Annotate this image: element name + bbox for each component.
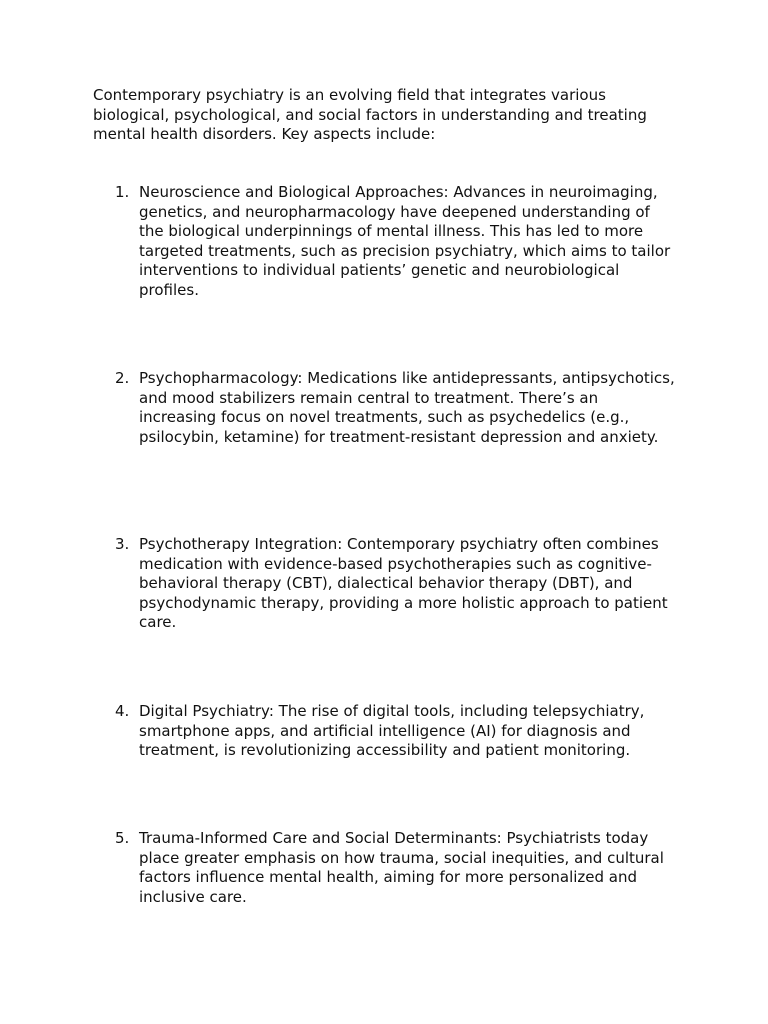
list-item-text: Trauma-Informed Care and Social Determinants: Psychiatrists today place greater emphasis on how trauma, social inequities, and cultural factors influence mental health, aiming for more personalized and inclusive care. (139, 829, 664, 906)
list-item-number: 3. (115, 535, 130, 553)
list-item-text: Psychopharmacology: Medications like antidepressants, antipsychotics, and mood stabilizers remain central to treatment. There’s an increasing focus on novel treatments, such as psychedelics (e.g., psilocybin, ketamine) for treatment-resistant depression and anxiety. (139, 369, 675, 446)
list-item-text: Neuroscience and Biological Approaches: Advances in neuroimaging, genetics, and neuropharmacology have deepened understanding of the biological underpinnings of mental illness. This has led to more targeted treatments, such as precision psychiatry, which aims to tailor interventions to individual patients’ genetic and neurobiological profiles. (139, 183, 671, 299)
list-item-number: 4. (115, 702, 130, 720)
list-item-text: Digital Psychiatry: The rise of digital tools, including telepsychiatry, smartphone apps, and artificial intelligence (AI) for diagnosis and treatment, is revolutionizing accessibility and patient monitoring. (139, 702, 645, 760)
list-item-text: Psychotherapy Integration: Contemporary psychiatry often combines medication with evidence-based psychotherapies such as cognitive-behavioral therapy (CBT), dialectical behavior therapy (DBT), and psychodynamic therapy, providing a more holistic approach to patient care. (139, 535, 668, 632)
list-item-number: 5. (115, 829, 130, 847)
list-item-number: 2. (115, 369, 130, 387)
intro-paragraph: Contemporary psychiatry is an evolving field that integrates various biological, psychological, and social factors in understanding and treating mental health disorders. Key aspects include: (93, 86, 647, 144)
list-item-number: 1. (115, 183, 130, 201)
